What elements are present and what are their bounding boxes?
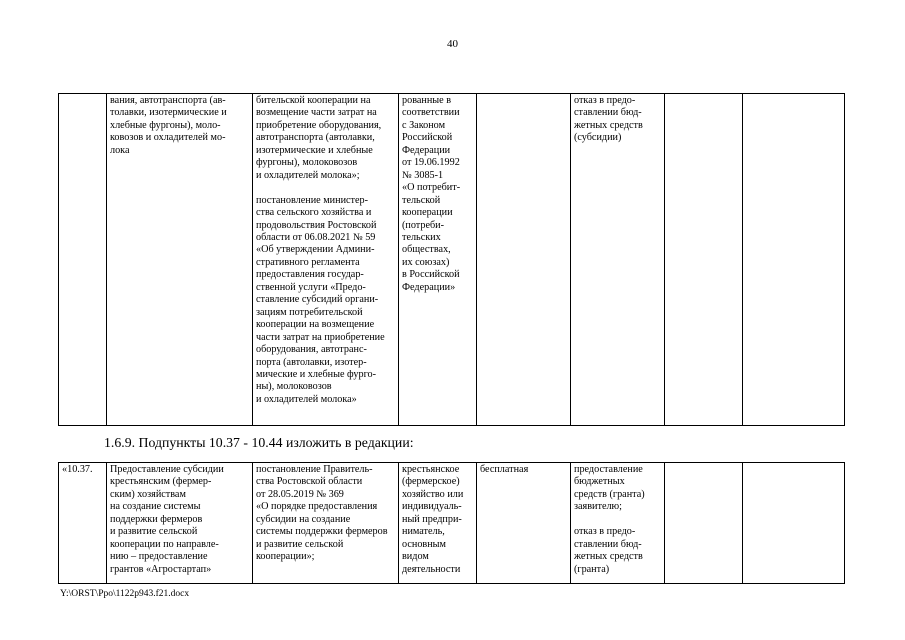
file-path-footer: Y:\ORST\Ppo\1122p943.f21.docx bbox=[60, 589, 190, 599]
table-cell-number bbox=[59, 94, 107, 426]
continuation-table bbox=[58, 93, 845, 426]
table-cell-legal-basis: постановление Правитель- ства Ростовской области от 28.05.2019 № 369 «О порядке предоставления субсидии на создание системы поддержки фермеров и развитие сельской кооперации»; bbox=[253, 463, 399, 584]
table-cell-empty bbox=[743, 94, 845, 426]
table-cell-cost: бесплатная bbox=[477, 463, 571, 584]
amendment-heading: 1.6.9. Подпункты 10.37 - 10.44 изложить в редакции: bbox=[104, 435, 414, 450]
table-cell-cost bbox=[477, 94, 571, 426]
amendment-table bbox=[58, 462, 845, 584]
table-cell-empty bbox=[743, 463, 845, 584]
table-cell-legal-basis: бительской кооперации на возмещение части затрат на приобретение оборудования, автотранспорта (автолавки, изотермические и хлебные фургоны), молоковозов и охладителей молока»; постановление министер- ства сельского хозяйства и продовольствия Ростовской области от 06.08.2021 № 59 «Об утверждении Админи- стративного регламента предоставления государ- ственной услуги «Предо- ставление субсидий органи- зациям потребительской кооперации на возмещение части затрат на приобретение оборудования, автотранс- порта (автолавки, изотер- мические и хлебные фурго- ны), молоковозов и охладителей молока» bbox=[253, 94, 399, 426]
page-number: 40 bbox=[447, 38, 458, 50]
table-row bbox=[59, 94, 845, 426]
table-cell-number: «10.37. bbox=[59, 463, 107, 584]
table-cell-empty bbox=[665, 463, 743, 584]
table-cell-recipients: крестьянское (фермерское) хозяйство или индивидуаль- ный предпри- ниматель, основным видом деятельности bbox=[399, 463, 477, 584]
table-cell-result: отказ в предо- ставлении бюд- жетных средств (субсидии) bbox=[571, 94, 665, 426]
table-cell-empty bbox=[665, 94, 743, 426]
table-cell-recipients: рованные в соответствии с Законом Российской Федерации от 19.06.1992 № 3085-1 «О потребит- тельской кооперации (потреби- тельских обществах, их союзах) в Российской Федерации» bbox=[399, 94, 477, 426]
table-cell-service-name: Предоставление субсидии крестьянским (фермер- ским) хозяйствам на создание системы поддержки фермеров и развитие сельской кооперации по направле- нию – предоставление грантов «Агростартап» bbox=[107, 463, 253, 584]
table-row bbox=[59, 463, 845, 584]
table-cell-service-name: вания, автотранспорта (ав- толавки, изотермические и хлебные фургоны), моло- ковозов и охладителей мо- лока bbox=[107, 94, 253, 426]
table-cell-result: предоставление бюджетных средств (гранта) заявителю; отказ в предо- ставлении бюд- жетных средств (гранта) bbox=[571, 463, 665, 584]
